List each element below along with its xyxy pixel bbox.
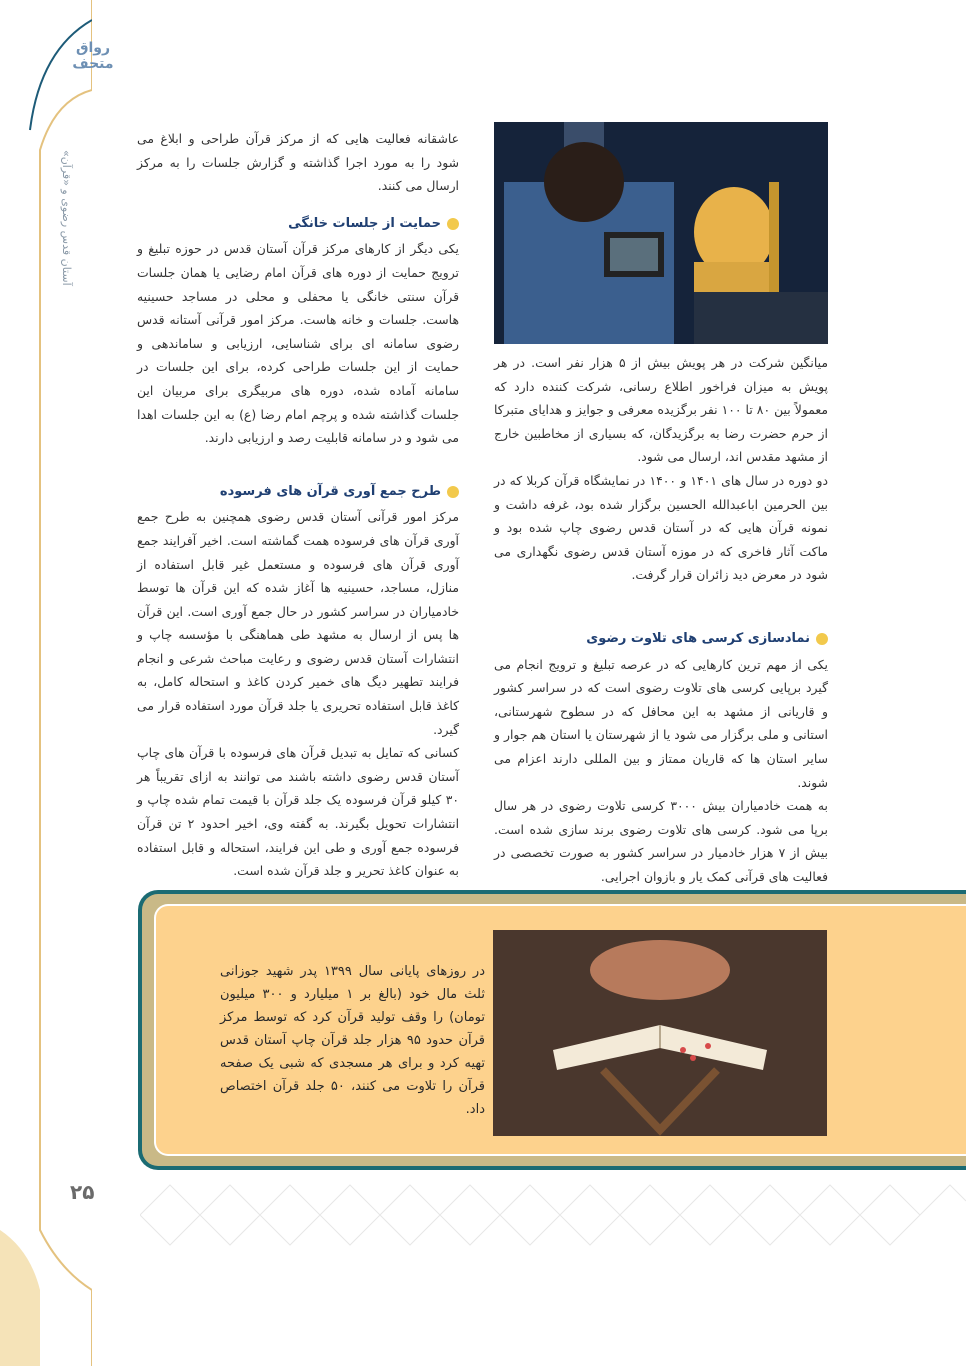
right-column (494, 351, 828, 888)
section-body: یکی از مهم ترین کارهایی که در عرصه تبلیغ و ترویج انجام می گیرد برپایی کرسی های تلاوت رضوی است که در سراسر کشور و قاریانی از مشهد به این محافل که در سطوح شهرستانی، استانی و ملی برگزار می شود یا از شهرستان یا استان هم جوار و سایر استان ها که قاریان ممتاز و بین المللی دارند اعزام می شوند. (494, 656, 828, 790)
section-body: به همت خادمیاران بیش ۳۰۰۰ کرسی تلاوت رضوی در هر سال برپا می شود. کرسی های تلاوت رضوی برند سازی شده است. بیش از ۷ هزار خادمیار در سراسر کشور به صورت تخصصی در فعالیت های قرآنی کمک یار و بازوان اجرایی. (494, 798, 828, 884)
footer-pattern (140, 1180, 966, 1250)
camera-operator-image (494, 122, 828, 344)
bullet-icon (447, 486, 459, 498)
section-heading-home-sessions (137, 212, 459, 236)
section-title: حمایت از جلسات خانگی (288, 215, 441, 231)
bullet-icon (816, 633, 828, 645)
quote-text: در روزهای پایانی سال ۱۳۹۹ پدر شهید جوزانی ثلث مال خود (بالغ بر ۱ میلیارد و ۳۰۰ میلیون تومان) را وقف تولید قرآن کرد که توسط مرکز قرآن حدود ۹۵ هزار جلد قرآن چاپ آستان قدس تهیه کرد و برای هر مسجدی که شبی یک صفحه قرآن را تلاوت می کنند، ۵۰ جلد قرآن اختصاص داد. (220, 964, 485, 1117)
section-title: نمادسازی کرسی های تلاوت رضوی (586, 630, 810, 646)
paragraph: میانگین شرکت در هر پویش بیش از ۵ هزار نفر است. در هر پویش به میزان فراخور اطلاع رسانی، شرکت کننده دارد که معمولاً بین ۸۰ تا ۱۰۰ نفر برگزیده معرفی و جوایز و هدایای متبرکا از حرم حضرت رضا به برگزیدگان، که بسیاری از مخاطبین خارج از مشهد مقدس اند، ارسال می شود. (494, 355, 828, 465)
open-quran-image (493, 930, 827, 1136)
section-heading-worn-quran (137, 480, 459, 504)
section-heading-recitation (494, 627, 828, 651)
paragraph: دو دوره در سال های ۱۴۰۱ و ۱۴۰۰ در نمایشگاه قرآن کربلا که در بین الحرمین اباعبدالله الحسین برگزار شده بود، غرفه داشت و نمونه قرآن هایی که در آستان قدس رضوی چاپ شده بود و ماکت آثار فاخری که در موزه آستان قدس رضوی نگهداری می شود در معرض دید زائران قرار گرفت. (494, 472, 828, 583)
quran-photo (493, 930, 827, 1136)
left-column (137, 127, 459, 883)
brand-logo: رواق متحف (72, 40, 114, 72)
bullet-icon (447, 218, 459, 230)
section-body: یکی دیگر از کارهای مرکز قرآن آستان قدس در حوزه تبلیغ و ترویج حمایت از دوره های قرآن امام رضایی یا همان جلسات قرآن سنتی خانگی یا محفلی و محلی در مساجد حسینیه هاست. جلسات و خانه هاست. مرکز امور قرآنی آستانه قدس رضوی سامانه ای برای شناسایی، ارزیابی و ساماندهی و حمایت از این جلسات طراحی کرده، برای این جلسات در سامانه آماده شده، دوره های مربیگری برای مربیان این جلسات گذاشته شده و پرچم امام رضا (ع) به این جلسات اهدا می شود و در سامانه قابلیت رصد و ارزیابی دارند. (137, 241, 459, 446)
section-title: طرح جمع آوری قرآن های فرسوده (219, 483, 441, 499)
intro-paragraph: عاشقانه فعالیت هایی که از مرکز قرآن طراحی و ابلاغ می شود را به مورد اجرا گذاشته و گزارش جلسات را به مرکز ارسال می کنند. (137, 131, 459, 194)
section-body: مرکز امور قرآنی آستان قدس رضوی همچنین به طرح جمع آوری قرآن های فرسوده همت گماشته است. اخیر آفرایند جمع آوری قرآن های فرسوده و مستعمل غیر قابل استفاده از منازل، مساجد، حسینیه ها آغاز شده که این قرآن ها توسط خادمیاران در سراسر کشور در حال جمع آوری است. این قرآن ها پس از ارسال به مشهد طی هماهنگی با مؤسسه چاپ و انتشارات آستان قدس رضوی و رعایت مباحث شرعی و انجام فرایند تطهیر دیگ های خمیر کردن کاغذ و استحاله کامل، به کاغذ قابل استفاده تحریری یا جلد قرآن مورد استفاده قرار می گیرد. (137, 509, 459, 737)
brand-subtitle: آستان قدس رضوی و «قرآن» (60, 150, 73, 286)
shrine-broadcast-photo (494, 122, 828, 344)
page-number: ۲۵ (70, 1180, 95, 1204)
section-body: کسانی که تمایل به تبدیل قرآن های فرسوده با قرآن های چاپ آستان قدس رضوی داشته باشند می توانند به ازای تقریباً هر ۳۰ کیلو قرآن فرسوده یک جلد قرآن با قیمت تمام شده چاپ و انتشارات تحویل بگیرند. به گفته وی، اخیر احدود ۲ تن قرآن فرسوده جمع آوری و طی این فرایند، استحاله و قابل استفاده به عنوان کاغذ تحریر و جلد قرآن شده است. (137, 745, 460, 879)
